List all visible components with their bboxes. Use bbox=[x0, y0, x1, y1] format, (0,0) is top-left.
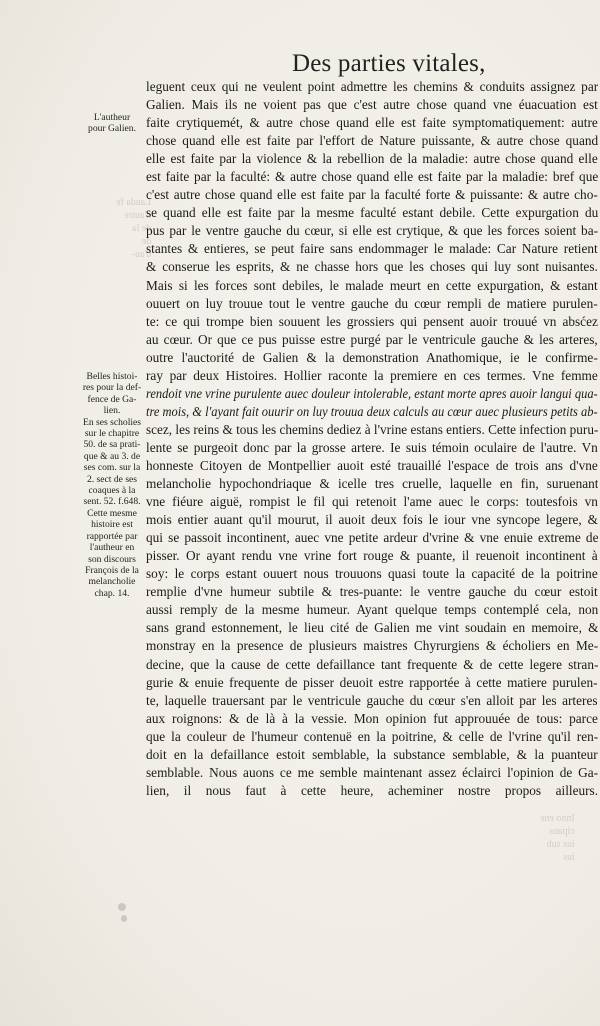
body-line: te, laquelle trauersant par le ventricule gauche du cœur s'en alloit par les arteres bbox=[146, 692, 598, 708]
body-line: mois entier auant qu'il mourut, il auoit deux fois le iour vne syncope legere, & bbox=[146, 512, 598, 528]
body-line: elle est faite par la violence & la rebellion de la maladie: autre chose quand elle bbox=[146, 151, 598, 167]
margin-note-line: Belles histoi- bbox=[86, 371, 138, 382]
margin-note-line: coaques à la bbox=[88, 485, 136, 497]
body-line: qui se passoit incontinent, auec vne petite ardeur d'vrine & vne enuie extreme de bbox=[146, 530, 598, 546]
margin-note-line: histoire est bbox=[91, 519, 133, 531]
margin-note-line: 50. de sa prati- bbox=[83, 439, 141, 451]
body-line: se quand elle est faite par la mesme faculté estant debile. Cette expurgation du bbox=[146, 205, 598, 221]
show-through-text: Inno ene cipans ius sub ius bbox=[540, 813, 575, 863]
body-line: lien, il nous faut à cette heure, acheminer nostre propos ailleurs. bbox=[146, 782, 598, 798]
body-line: gurie & enuie frequente de pisser deuoit estre rapportée à cette matiere purulen- bbox=[146, 674, 598, 690]
margin-note-line: melancholie bbox=[88, 576, 136, 588]
body-line: semblable. Nous auons ce me semble maintenant assez éclairci l'opinion de Ga- bbox=[146, 764, 598, 780]
body-line: stantes & entieres, se peut faire sans endommager le malade: Car Nature retient bbox=[146, 241, 598, 257]
margin-note-line: François de la bbox=[85, 564, 139, 576]
body-line: te: ce qui trompe bien souuent les grossiers qui pensent auoir trouué vn absćez bbox=[146, 313, 598, 329]
body-line: leguent ceux qui ne veulent point admettre les chemins & conduits assignez par bbox=[146, 79, 598, 94]
body-text bbox=[146, 78, 598, 800]
body-line: ouuert on luy trouue tout le ventre gauche du cœur rempli de matiere purulen- bbox=[146, 295, 598, 311]
margin-note-author bbox=[80, 112, 144, 135]
body-line: chose quand elle est faite par l'effort de Nature puissante, & autre chose quand bbox=[146, 133, 598, 149]
body-line: pisser. Or ayant rendu vne vrine fort rouge & puante, il reuenoit incontinent à bbox=[146, 548, 598, 564]
body-line: lente se purgeoit donc par la grosse artere. Ie suis témoin oculaire de l'autre. Vn bbox=[146, 439, 598, 455]
body-line: est faite par la faculté: & autre chose quand elle est faite par la maladie: bref que bbox=[146, 169, 598, 185]
margin-note-line: 2. sect de ses bbox=[86, 473, 138, 485]
margin-note-line: lien. bbox=[103, 405, 121, 417]
body-line: & conserue les esprits, & ne chasse hors que les choses qui luy sont nuisantes. bbox=[146, 259, 598, 275]
margin-note-line: ses com. sur la bbox=[83, 462, 141, 474]
ink-spot bbox=[118, 903, 126, 911]
body-line: c'est autre chose quand elle est faite par la faculté forte & puissante: & autre cho- bbox=[146, 187, 598, 203]
body-line: vne fiéure aiguë, rompist le fil qui retenoit l'ame auec le corps: toutesfois vn bbox=[146, 494, 598, 510]
body-line: Mais si les forces sont debiles, le malade meurt en cette expurgation, & estant bbox=[146, 277, 598, 293]
margin-note-line: fence de Ga- bbox=[87, 393, 137, 405]
body-line: honneste Citoyen de Montpellier auoit esté trauaillé l'espace de trois ans d'vne bbox=[146, 457, 598, 473]
body-line: faite crytiquemét, & autre chose quand elle est faite symptomatiquement: autre bbox=[146, 115, 598, 131]
body-line: Galien. Mais ils ne voient pas que c'est autre chose quand vne éuacuation est bbox=[146, 97, 598, 113]
ink-spot bbox=[121, 915, 127, 922]
body-line: scez, les reins & tous les chemins dediez à l'vrine estans entiers. Cette infection puru- bbox=[146, 421, 598, 437]
body-line: monstray en la presence de plusieurs maistres Chyrurgiens & écholiers en Me- bbox=[146, 638, 598, 654]
margin-note-line: L'autheur bbox=[93, 112, 131, 123]
body-line: outre l'auctorité de Galien & la demonstration Anathomique, ie le confirme- bbox=[146, 349, 598, 365]
body-line-italic: rendoit vne vrine purulente auec douleur intolerable, estant morte apres auoir langui qua- bbox=[146, 385, 598, 401]
body-line: au cœur. Or que ce pus puisse estre purgé par le ventricule gauche & les arteres, bbox=[146, 331, 598, 347]
body-line: aussi remply de la mesme humeur. Ayant quelque temps contemplé cela, non bbox=[146, 602, 598, 618]
body-line: pus par le ventre gauche du cœur, si elle est crytique, & que les forces soient ba- bbox=[146, 223, 598, 239]
margin-note-line: pour Galien. bbox=[88, 123, 136, 135]
margin-note-histories bbox=[80, 371, 144, 599]
body-line: doit en la defaillance estoit semblable, la substance semblable, & la puanteur bbox=[146, 746, 598, 762]
margin-note-line: En ses scholies bbox=[82, 416, 142, 428]
body-line: sans grand estonnement, le lieu cité de Galien me vint soudain en memoire, & bbox=[146, 620, 598, 636]
body-line: remplie d'vne humeur subtile & tres-puante: le ventre gauche du cœur estoit bbox=[146, 584, 598, 600]
show-through-text: Lauda fe d'autre de la de d'au- bbox=[116, 197, 152, 260]
margin-note-line: sur le chapitre bbox=[84, 428, 140, 440]
margin-note-line: l'autheur en bbox=[89, 542, 135, 554]
margin-note-line: son discours bbox=[88, 553, 136, 565]
margin-note-line: rapportée par bbox=[86, 530, 138, 542]
body-line: soy: le corps estant ouuert nous trouuons quasi toute la capacité de la poitrine bbox=[146, 566, 598, 582]
margin-note-line: que & au 3. de bbox=[83, 450, 141, 462]
body-line: melancholie hypochondriaque & icelle tres cruelle, laquelle en fin, suruenant bbox=[146, 476, 598, 492]
body-line: ray par deux Histoires. Hollier raconte la premiere en ces termes. Vne femme bbox=[146, 367, 598, 383]
body-line: que la couleur de l'humeur contenuë en la poitrine, & celle de l'vrine qu'il ren- bbox=[146, 728, 598, 744]
running-head: Des parties vitales, bbox=[292, 50, 486, 77]
body-line-italic: tre mois, & l'ayant fait ouurir on luy trouua deux calculs au cœur auec plusieurs petits ab- bbox=[146, 403, 598, 419]
margin-note-line: sent. 52. f.648. bbox=[83, 496, 141, 508]
body-line: aux roignons: & de là à la vessie. Mon opinion fut approuuée de tous: parce bbox=[146, 710, 598, 726]
margin-note-line: Cette mesme bbox=[87, 507, 137, 519]
margin-note-line: chap. 14. bbox=[94, 587, 130, 599]
body-line: decine, que la cause de cette defaillance tant frequente & de cette legere stran- bbox=[146, 656, 598, 672]
margin-note-line: res pour la def- bbox=[82, 382, 142, 394]
